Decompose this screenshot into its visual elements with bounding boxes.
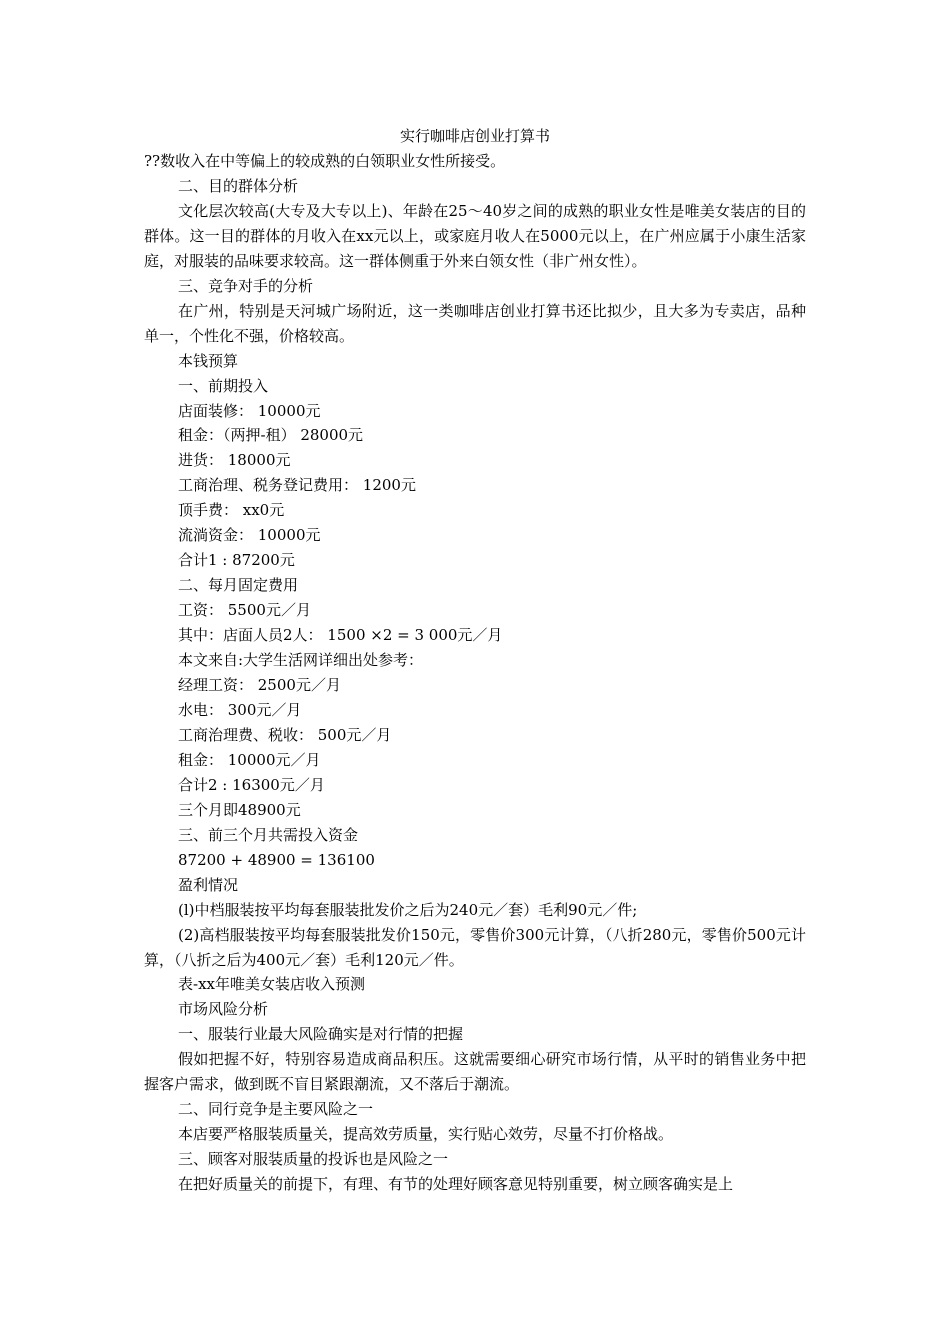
paragraph: 工资： 5500元／月 <box>178 601 311 620</box>
paragraph: 三个月即48900元 <box>178 800 301 819</box>
paragraph: 87200 + 48900 = 136100 <box>178 850 375 869</box>
paragraph: (2)高档服装按平均每套服装批发价150元，零售价300元计算，（八折280元，零售价500元计算，（八折之后为400元／套）毛利120元／件。 <box>144 925 806 969</box>
paragraph: 三、前三个月共需投入资金 <box>178 825 359 844</box>
paragraph: (l)中档服装按平均每套服装批发价之后为240元／套）毛利90元／件; <box>178 900 638 919</box>
paragraph: 合计1 : 87200元 <box>178 551 295 570</box>
paragraph: 在广州，特别是天河城广场附近，这一类咖啡店创业打算书还比拟少，且大多为专卖店，品种单一，个性化不强，价格较高。 <box>144 301 806 345</box>
paragraph: 租金： 10000元／月 <box>178 750 321 769</box>
paragraph: 三、顾客对服装质量的投诉也是风险之一 <box>178 1150 449 1169</box>
paragraph: 租金：（两押-租） 28000元 <box>178 426 364 445</box>
document-body <box>144 149 806 1197</box>
paragraph: 本店要严格服装质量关，提高效劳质量，实行贴心效劳，尽量不打价格战。 <box>178 1125 674 1144</box>
paragraph: 工商治理、税务登记费用： 1200元 <box>178 476 416 495</box>
paragraph: 假如把握不好，特别容易造成商品积压。这就需要细心研究市场行情，从平时的销售业务中把握客户需求，做到既不盲目紧跟潮流，又不落后于潮流。 <box>144 1050 806 1094</box>
paragraph: 顶手费： xx0元 <box>178 501 285 520</box>
paragraph: 盈利情况 <box>178 875 239 894</box>
paragraph: 本钱预算 <box>178 351 239 370</box>
paragraph: 店面装修： 10000元 <box>178 401 321 420</box>
paragraph: 进货： 18000元 <box>178 451 291 470</box>
paragraph: 一、服装行业最大风险确实是对行情的把握 <box>178 1025 464 1044</box>
document-title: 实行咖啡店创业打算书 <box>399 127 550 145</box>
paragraph: 二、目的群体分析 <box>178 176 299 195</box>
paragraph: 在把好质量关的前提下，有理、有节的处理好顾客意见特别重要，树立顾客确实是上 <box>178 1175 734 1194</box>
paragraph: 本文来自:大学生活网详细出处参考： <box>178 651 424 670</box>
paragraph: 二、每月固定费用 <box>178 576 299 595</box>
paragraph: ??数收入在中等偏上的较成熟的白领职业女性所接受。 <box>144 152 506 170</box>
paragraph: 表-xx年唯美女装店收入预测 <box>178 975 365 994</box>
paragraph: 经理工资： 2500元／月 <box>178 676 341 695</box>
paragraph: 其中：店面人员2人： 1500 ×2 = 3 000元／月 <box>178 626 503 645</box>
paragraph: 工商治理费、税收： 500元／月 <box>178 725 392 744</box>
paragraph: 一、前期投入 <box>178 376 269 395</box>
paragraph: 三、竞争对手的分析 <box>178 276 314 295</box>
paragraph: 合计2 : 16300元／月 <box>178 775 325 794</box>
paragraph: 文化层次较高(大专及大专以上)、年龄在25～40岁之间的成熟的职业女性是唯美女装店的目的群体。这一目的群体的月收入在xx元以上，或家庭月收人在5000元以上，在广州应属于小康生活家庭，对服装的品味要求较高。这一群体侧重于外来白领女性（非广州女性）。 <box>144 201 806 270</box>
paragraph: 流淌资金： 10000元 <box>178 526 321 545</box>
paragraph: 市场风险分析 <box>178 1000 269 1019</box>
paragraph: 二、同行竞争是主要风险之一 <box>178 1100 374 1119</box>
paragraph: 水电： 300元／月 <box>178 700 302 719</box>
